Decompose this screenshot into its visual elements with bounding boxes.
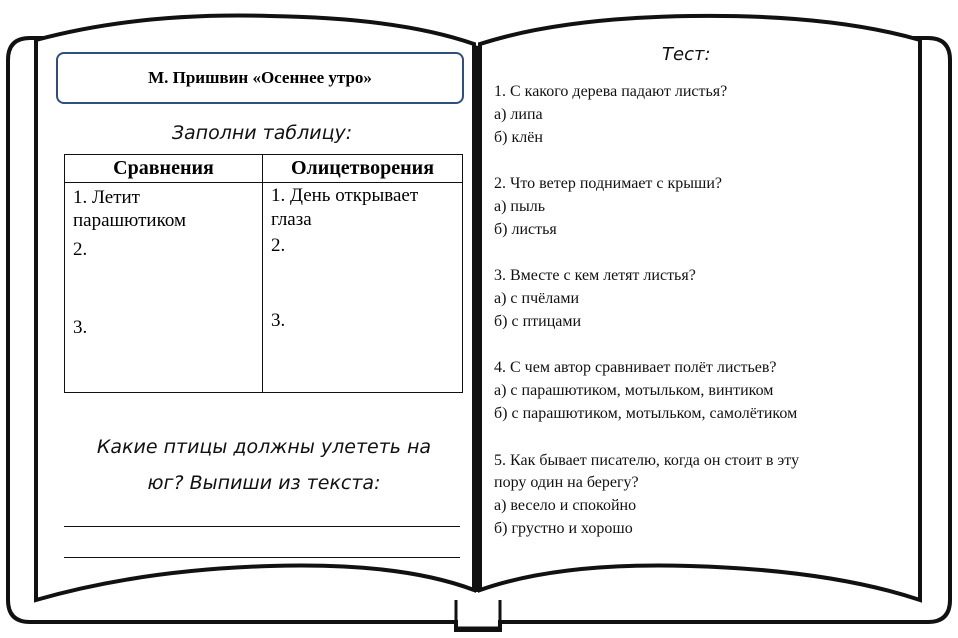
answer-line-1[interactable] [64,526,460,527]
q1-text: 1. С какого дерева падают листья? [494,83,728,100]
q5-option-b[interactable]: б) грустно и хорошо [494,520,633,537]
q2-text: 2. Что ветер поднимает с крыши? [494,175,723,192]
comparison-2: 2. [73,239,88,260]
q2-option-b[interactable]: б) листья [494,221,557,238]
question-line-2: юг? Выпиши из текста: [147,472,381,494]
story-title: М. Пришвин «Осеннее утро» [148,68,372,87]
personifications-column [263,155,462,392]
answer-line-2[interactable] [64,557,460,558]
q5-text-line1: 5. Как бывает писателю, когда он стоит в эту [494,452,800,469]
comparisons-column [65,155,263,392]
q5-option-a[interactable]: а) весело и спокойно [494,497,637,514]
q5-text-line2: пору один на берегу? [494,474,639,491]
personifications-header: Олицетворения [263,155,462,183]
table-instruction: Заполни таблицу: [171,122,353,144]
q4-text: 4. С чем автор сравнивает полёт листьев? [494,359,777,376]
q4-option-b[interactable]: б) с парашютиком, мотыльком, самолётиком [494,405,798,422]
comparisons-header: Сравнения [65,155,262,183]
personification-1-line2: глаза [271,209,312,230]
comparison-1-line1: 1. Летит [73,187,140,208]
q1-option-a[interactable]: а) липа [494,106,543,123]
fill-table [64,154,463,393]
comparison-3: 3. [73,317,88,338]
title-box [56,52,464,104]
test-title: Тест: [662,44,711,65]
personification-3: 3. [271,310,286,331]
personification-2: 2. [271,235,286,256]
q1-option-b[interactable]: б) клён [494,129,543,146]
q4-option-a[interactable]: а) с парашютиком, мотыльком, винтиком [494,382,774,399]
personification-1-line1: 1. День открывает [271,185,419,206]
q2-option-a[interactable]: а) пыль [494,198,546,215]
q3-option-b[interactable]: б) с птицами [494,313,582,330]
q3-text: 3. Вместе с кем летят листья? [494,267,696,284]
comparison-1-line2: парашютиком [73,210,187,231]
q3-option-a[interactable]: а) с пчёлами [494,290,580,307]
question-line-1: Какие птицы должны улететь на [96,436,432,458]
